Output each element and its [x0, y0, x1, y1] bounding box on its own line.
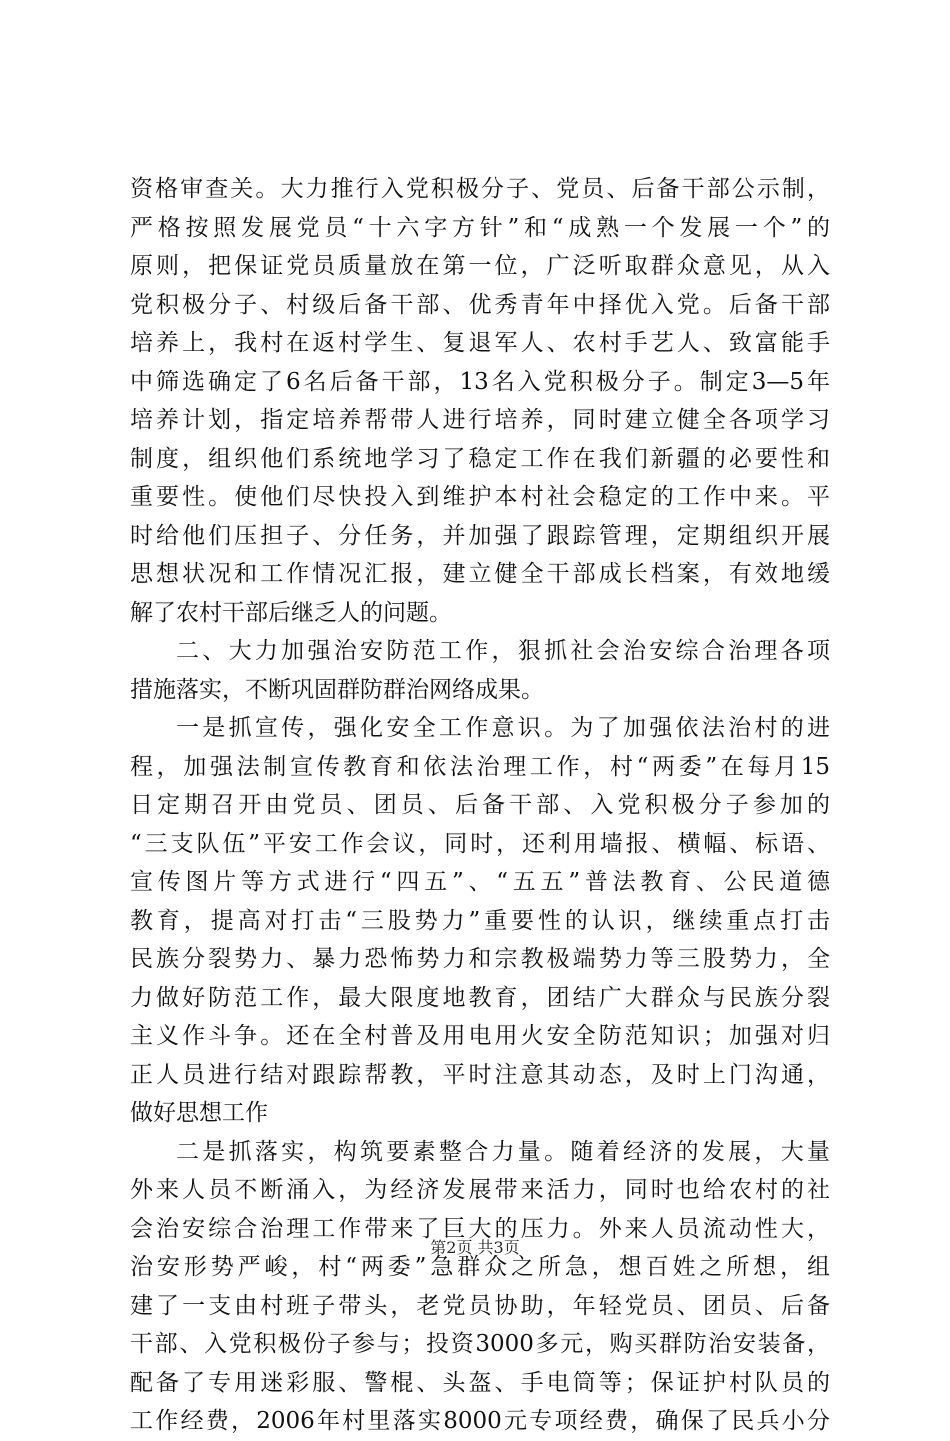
text-line: 干部、入党积极份子参与；投资3000多元，购买群防治安装备，	[130, 1331, 830, 1357]
text-line: 党积极分子、村级后备干部、优秀青年中择优入党。后备干部	[130, 291, 830, 318]
text-line: 培养上，我村在返村学生、复退军人、农村手艺人、致富能手	[130, 330, 830, 356]
text-line: 时给他们压担子、分任务，并加强了跟踪管理，定期组织开展	[130, 522, 830, 549]
text-line: 原则，把保证党员质量放在第一位，广泛听取群众意见，从入	[130, 253, 830, 279]
text-line: 二、大力加强治安防范工作，狠抓社会治安综合治理各项	[176, 638, 830, 664]
page-footer: 第2页 共3页	[430, 1238, 520, 1257]
text-line: 日定期召开由党员、团员、后备干部、入党积极分子参加的	[130, 792, 830, 818]
text-line: 培养计划，指定培养帮带人进行培养，同时建立健全各项学习	[130, 407, 830, 433]
text-line: 做好思想工作	[130, 1100, 268, 1126]
text-line: 重要性。使他们尽快投入到维护本村社会稳定的工作中来。平	[130, 484, 830, 510]
text-line: 主义作斗争。还在全村普及用电用火安全防范知识；加强对归	[130, 1023, 830, 1049]
text-line: 外来人员不断涌入，为经济发展带来活力，同时也给农村的社	[130, 1177, 830, 1203]
text-line: 宣传图片等方式进行“四五”、“五五”普法教育、公民道德	[130, 869, 830, 895]
text-line: 配备了专用迷彩服、警棍、头盔、手电筒等；保证护村队员的	[130, 1369, 830, 1396]
text-line: 资格审查关。大力推行入党积极分子、党员、后备干部公示制，	[130, 176, 830, 202]
text-line: 治安形势严峻，村“两委”急群众之所急，想百姓之所想，组	[130, 1254, 830, 1280]
text-line: 力做好防范工作，最大限度地教育，团结广大群众与民族分裂	[130, 984, 830, 1011]
text-line: 建了一支由村班子带头，老党员协助，年轻党员、团员、后备	[130, 1292, 830, 1319]
text-line: 制度，组织他们系统地学习了稳定工作在我们新疆的必要性和	[130, 445, 830, 472]
text-line: 中筛选确定了6名后备干部，13名入党积极分子。制定3—5年	[130, 368, 830, 395]
text-line: 解了农村干部后继乏人的问题。	[130, 599, 452, 626]
text-line: 思想状况和工作情况汇报，建立健全干部成长档案，有效地缓	[130, 561, 830, 587]
text-line: 一是抓宣传，强化安全工作意识。为了加强依法治村的进	[176, 715, 830, 741]
text-line: 教育，提高对打击“三股势力”重要性的认识，继续重点打击	[130, 907, 830, 934]
text-line: 会治安综合治理工作带来了巨大的压力。外来人员流动性大，	[130, 1215, 830, 1242]
text-line: 措施落实，不断巩固群防群治网络成果。	[130, 676, 544, 703]
text-line: “三支队伍”平安工作会议，同时，还利用墙报、横幅、标语、	[130, 830, 830, 857]
text-line: 严格按照发展党员“十六字方针”和“成熟一个发展一个”的	[130, 214, 830, 241]
text-line: 民族分裂势力、暴力恐怖势力和宗教极端势力等三股势力，全	[130, 946, 830, 972]
text-line: 二是抓落实，构筑要素整合力量。随着经济的发展，大量	[176, 1138, 830, 1165]
text-line: 正人员进行结对跟踪帮教，平时注意其动态，及时上门沟通，	[130, 1061, 830, 1088]
text-line: 程，加强法制宣传教育和依法治理工作，村“两委”在每月15	[130, 753, 830, 780]
text-line: 工作经费，2006年村里落实8000元专项经费，确保了民兵小分	[130, 1408, 830, 1434]
